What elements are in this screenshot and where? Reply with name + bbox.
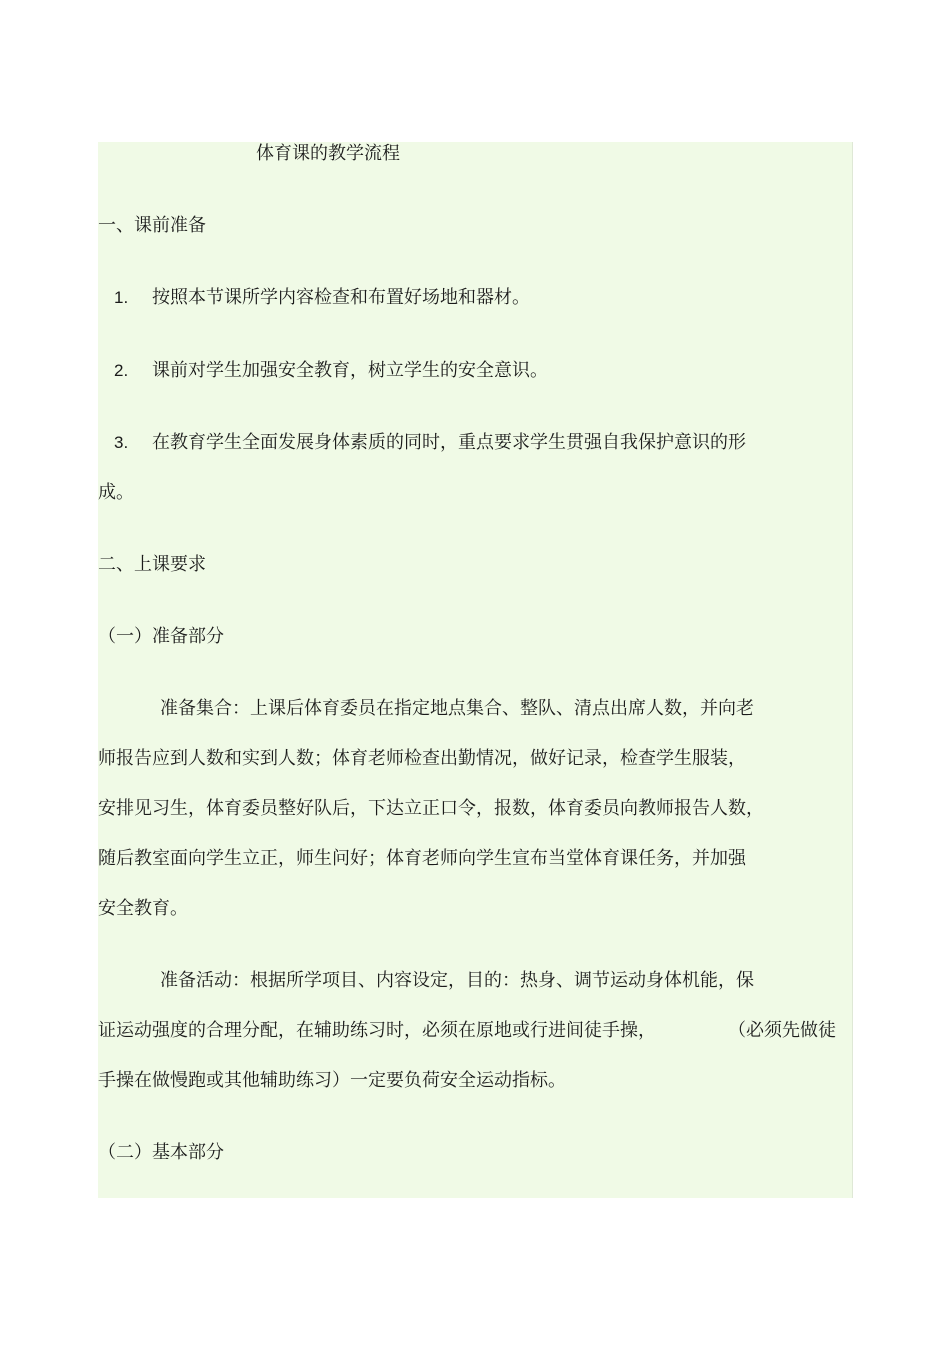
list-number: 3. bbox=[114, 433, 129, 452]
paragraph-line: 准备集合：上课后体育委员在指定地点集合、整队、清点出席人数，并向老 bbox=[160, 698, 754, 719]
list-number: 2. bbox=[114, 361, 129, 380]
paragraph-line: 随后教室面向学生立正，师生问好；体育老师向学生宣布当堂体育课任务，并加强 bbox=[98, 848, 746, 869]
paragraph-line-aside: （必须先做徒 bbox=[728, 1020, 836, 1041]
subsection-heading-basic: （二）基本部分 bbox=[98, 1142, 224, 1163]
paragraph-line: 证运动强度的合理分配，在辅助练习时，必须在原地或行进间徒手操， bbox=[98, 1020, 656, 1041]
list-item: 按照本节课所学内容检查和布置好场地和器材。 bbox=[152, 287, 530, 308]
section-heading-requirements: 二、上课要求 bbox=[98, 554, 206, 575]
document-title: 体育课的教学流程 bbox=[256, 143, 400, 164]
list-item: 课前对学生加强安全教育，树立学生的安全意识。 bbox=[152, 360, 548, 381]
subsection-heading-preparation: （一）准备部分 bbox=[98, 626, 224, 647]
list-number: 1. bbox=[114, 288, 129, 307]
paragraph-line: 师报告应到人数和实到人数；体育老师检查出勤情况，做好记录，检查学生服装， bbox=[98, 748, 746, 769]
paragraph-line: 安排见习生，体育委员整好队后，下达立正口令，报数，体育委员向教师报告人数， bbox=[98, 798, 764, 819]
list-item: 在教育学生全面发展身体素质的同时，重点要求学生贯强自我保护意识的形 bbox=[152, 432, 746, 453]
section-heading-prep: 一、课前准备 bbox=[98, 215, 206, 236]
paragraph-line: 安全教育。 bbox=[98, 898, 188, 919]
list-item-continuation: 成。 bbox=[98, 482, 134, 503]
paragraph-line: 手操在做慢跑或其他辅助练习）一定要负荷安全运动指标。 bbox=[98, 1070, 566, 1091]
paragraph-line: 准备活动：根据所学项目、内容设定，目的：热身、调节运动身体机能，保 bbox=[160, 970, 754, 991]
